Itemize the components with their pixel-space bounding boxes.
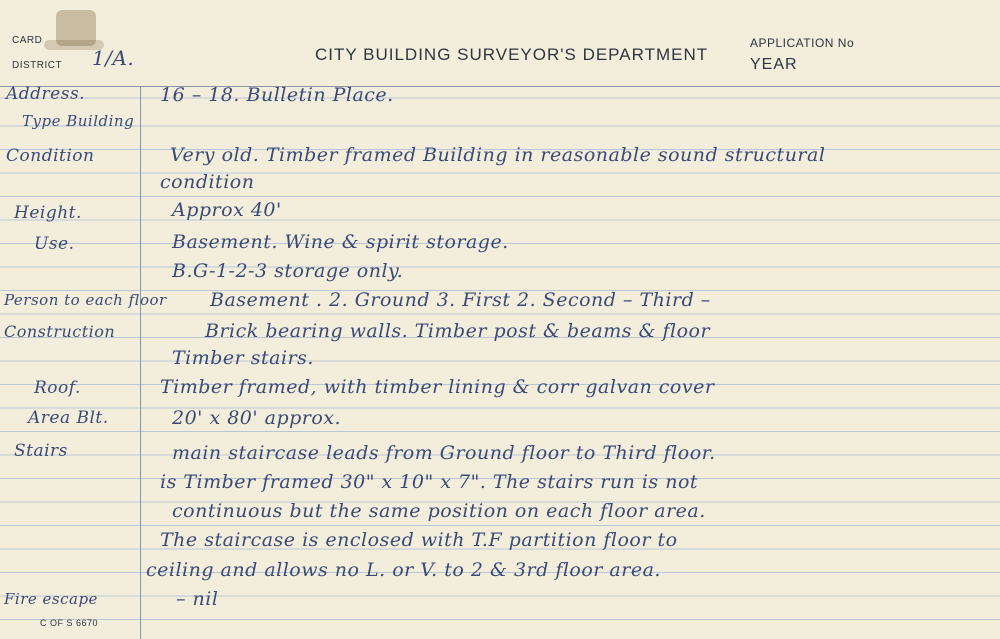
- row-value-fire-escape: – nil: [176, 588, 219, 610]
- row-label-fire-escape: Fire escape: [4, 590, 98, 608]
- row-value-construction-cont: Timber stairs.: [172, 347, 314, 369]
- form-number: C OF S 6670: [40, 618, 99, 628]
- row-value-stairs-4: The staircase is enclosed with T.F partition floor to: [160, 529, 678, 551]
- row-value-stairs: main staircase leads from Ground floor to Third floor.: [172, 442, 716, 464]
- district-label: DISTRICT: [12, 60, 63, 71]
- row-value-height: Approx 40': [172, 199, 282, 221]
- department-title: CITY BUILDING SURVEYOR'S DEPARTMENT: [315, 45, 709, 64]
- label-column-rule: [140, 86, 141, 639]
- row-label-address: Address.: [6, 84, 86, 104]
- row-value-area: 20' x 80' approx.: [172, 407, 342, 429]
- row-value-persons: Basement . 2. Ground 3. First 2. Second – Third –: [210, 289, 711, 311]
- row-label-area: Area Blt.: [28, 408, 109, 428]
- application-label: APPLICATION No: [750, 36, 855, 50]
- row-value-condition: Very old. Timber framed Building in reasonable sound structural: [170, 144, 826, 166]
- header-rule: [0, 86, 1000, 87]
- row-value-use-cont: B.G-1-2-3 storage only.: [172, 260, 404, 282]
- year-label: YEAR: [750, 56, 798, 73]
- row-value-address: 16 – 18. Bulletin Place.: [160, 84, 394, 106]
- row-value-use: Basement. Wine & spirit storage.: [172, 231, 509, 253]
- row-label-type-building: Type Building: [22, 112, 135, 130]
- row-label-roof: Roof.: [34, 378, 81, 398]
- row-value-stairs-2: is Timber framed 30" x 10" x 7". The stairs run is not: [160, 471, 699, 493]
- row-label-persons: Person to each floor: [4, 291, 167, 309]
- district-value: 1/A.: [92, 46, 135, 70]
- row-label-height: Height.: [14, 203, 82, 223]
- row-value-stairs-5: ceiling and allows no L. or V. to 2 & 3rd floor area.: [146, 559, 661, 581]
- row-value-stairs-3: continuous but the same position on each floor area.: [172, 500, 706, 522]
- row-label-condition: Condition: [6, 146, 95, 166]
- row-label-construction: Construction: [4, 322, 116, 341]
- row-value-construction: Brick bearing walls. Timber post & beams & floor: [205, 320, 711, 342]
- row-label-stairs: Stairs: [14, 441, 68, 461]
- row-value-condition-cont: condition: [160, 171, 255, 193]
- row-label-use: Use.: [34, 234, 75, 254]
- row-value-roof: Timber framed, with timber lining & corr galvan cover: [160, 376, 715, 398]
- card-label: CARD: [12, 35, 43, 46]
